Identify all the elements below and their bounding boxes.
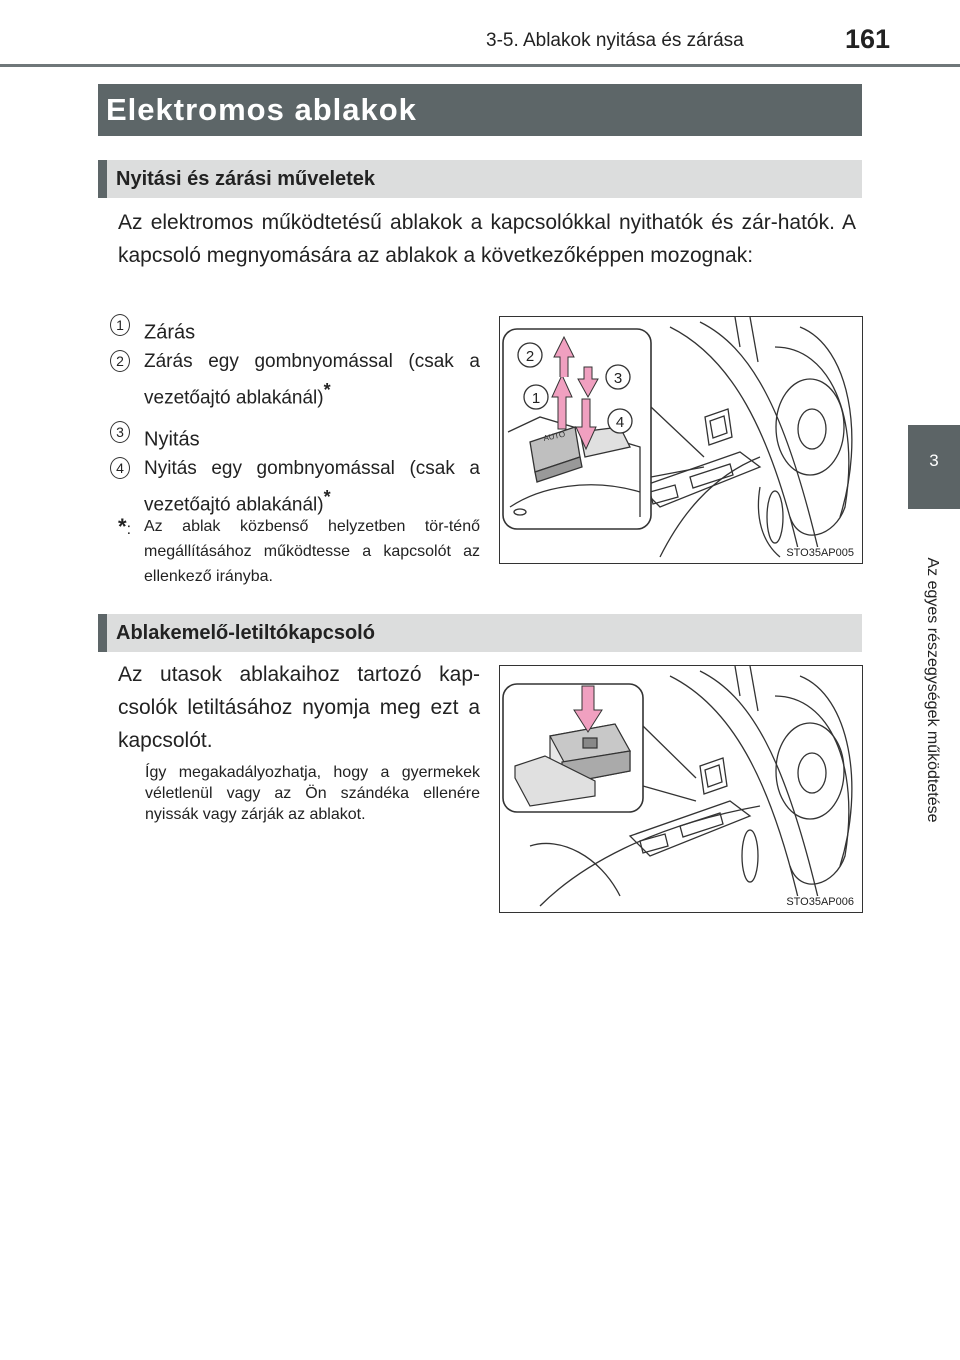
- item-text: Nyitás egy gombnyomással (csak a vezetőajtó ablakánál)*: [144, 458, 480, 516]
- section-heading-lock-switch: [98, 614, 862, 652]
- intro-paragraph: Az elektromos működtetésű ablakok a kapcsolókkal nyithatók és zár-hatók. A kapcsoló megnyomására az ablakok a következőképpen mozognak:: [118, 211, 856, 267]
- item-text: Nyitás: [144, 428, 200, 451]
- figure-label-3: 3: [613, 370, 623, 387]
- section-heading-operations: [98, 160, 862, 198]
- item-text: Zárás egy gombnyomással (csak a vezetőajtó ablakánál)*: [144, 351, 480, 409]
- auto-label: AUTO: [542, 429, 567, 443]
- header-section-title: 3-5. Ablakok nyitása és zárása: [486, 30, 744, 51]
- chapter-number: 3: [929, 451, 939, 470]
- figure-window-switch: [499, 316, 863, 564]
- chapter-side-text: Az egyes részegységek működtetése: [924, 557, 941, 823]
- section-heading-text: Nyitási és zárási műveletek: [116, 168, 376, 190]
- page-title: Elektromos ablakok: [106, 92, 417, 127]
- figure-label-1: 1: [531, 390, 541, 407]
- item-number: 4: [110, 457, 130, 479]
- chapter-side-label: [920, 520, 944, 860]
- item-number: 2: [110, 350, 130, 372]
- heading-bar: [98, 614, 107, 652]
- item-text: Zárás: [144, 321, 196, 344]
- footnote-mark: *:: [118, 514, 132, 539]
- page-number: 161: [845, 24, 891, 54]
- footnote-text: Az ablak közbenső helyzetben tör-ténő megállításához működtesse a kapcsolót az ellenkező irányba.: [144, 518, 480, 585]
- figure-lock-switch: [499, 665, 863, 913]
- lock-switch-note: Így megakadályozhatja, hogy a gyermekek véletlenül vagy az Ön szándéka ellenére nyissák vagy zárják az ablakot.: [145, 764, 480, 823]
- main-title-banner: [98, 84, 862, 136]
- figure-code: STO35AP006: [786, 896, 854, 908]
- lock-switch-illustration: [500, 666, 862, 912]
- figure-label-4: 4: [615, 414, 625, 431]
- figure-code: STO35AP005: [786, 547, 854, 559]
- chapter-tab: [908, 425, 960, 509]
- window-switch-illustration: [500, 317, 862, 563]
- heading-bar: [98, 160, 107, 198]
- header-rule: [0, 64, 960, 67]
- item-number: 1: [110, 314, 130, 336]
- item-number: 3: [110, 421, 130, 443]
- figure-label-2: 2: [525, 348, 535, 365]
- section-heading-text: Ablakemelő-letiltókapcsoló: [116, 622, 375, 644]
- lock-switch-paragraph: Az utasok ablakaihoz tartozó kap-csolók letiltásához nyomja meg ezt a kapcsolót.: [118, 663, 480, 752]
